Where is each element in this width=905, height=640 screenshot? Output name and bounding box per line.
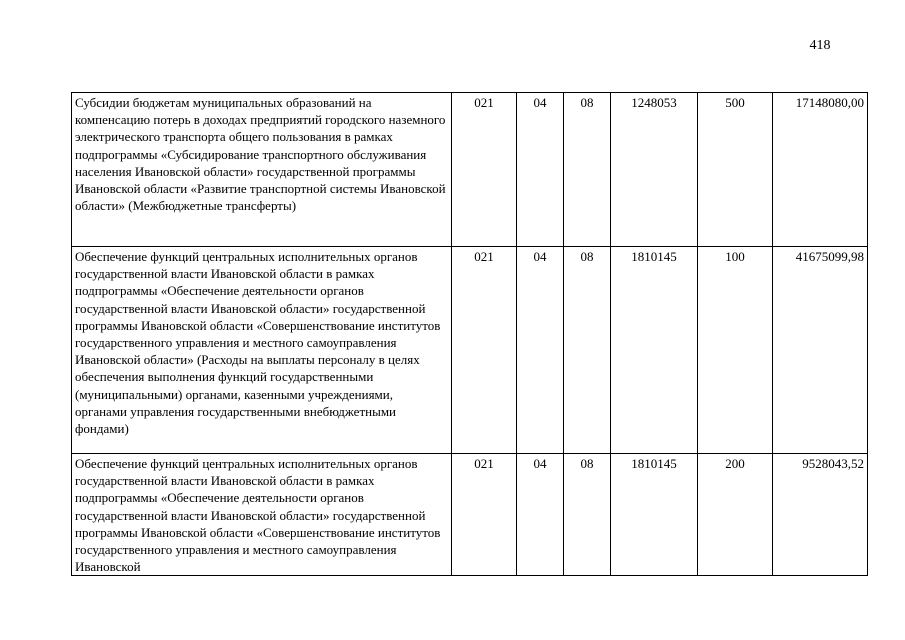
row-subsection-code: 08 xyxy=(564,247,611,454)
row-section-code: 04 xyxy=(517,247,564,454)
row-section-code: 04 xyxy=(517,454,564,576)
table-row xyxy=(72,247,868,454)
row-ministry-code: 021 xyxy=(452,454,517,576)
row-expense-type: 100 xyxy=(698,247,773,454)
row-subsection-code: 08 xyxy=(564,93,611,247)
row-target-article: 1810145 xyxy=(611,247,698,454)
row-description: Субсидии бюджетам муниципальных образований на компенсацию потерь в доходах предприятий городского наземного электрического транспорта общего пользования в рамках подпрограммы «Субсидирование транспортного обслуживания населения Ивановской области» государственной программы Ивановской области «Развитие транспортной системы Ивановской области» (Межбюджетные трансферты) xyxy=(72,93,452,247)
row-target-article: 1248053 xyxy=(611,93,698,247)
row-ministry-code: 021 xyxy=(452,93,517,247)
row-expense-type: 500 xyxy=(698,93,773,247)
page-number: 418 xyxy=(809,38,831,53)
row-amount: 17148080,00 xyxy=(773,93,868,247)
row-section-code: 04 xyxy=(517,93,564,247)
row-amount: 41675099,98 xyxy=(773,247,868,454)
row-subsection-code: 08 xyxy=(564,454,611,576)
row-ministry-code: 021 xyxy=(452,247,517,454)
table-row xyxy=(72,93,868,247)
row-description: Обеспечение функций центральных исполнительных органов государственной власти Ивановской области в рамках подпрограммы «Обеспечение деятельности органов государственной власти Ивановской области» государственной программы Ивановской области «Совершенствование институтов государственного управления и местного самоуправления Ивановской xyxy=(72,454,452,576)
table-row xyxy=(72,454,868,576)
row-expense-type: 200 xyxy=(698,454,773,576)
row-amount: 9528043,52 xyxy=(773,454,868,576)
row-target-article: 1810145 xyxy=(611,454,698,576)
budget-table xyxy=(71,92,868,576)
row-description: Обеспечение функций центральных исполнительных органов государственной власти Ивановской области в рамках подпрограммы «Обеспечение деятельности органов государственной власти Ивановской области» государственной программы Ивановской области «Совершенствование институтов государственного управления и местного самоуправления Ивановской области» (Расходы на выплаты персоналу в целях обеспечения выполнения функций государственными (муниципальными) органами, казенными учреждениями, органами управления государственными внебюджетными фондами) xyxy=(72,247,452,454)
